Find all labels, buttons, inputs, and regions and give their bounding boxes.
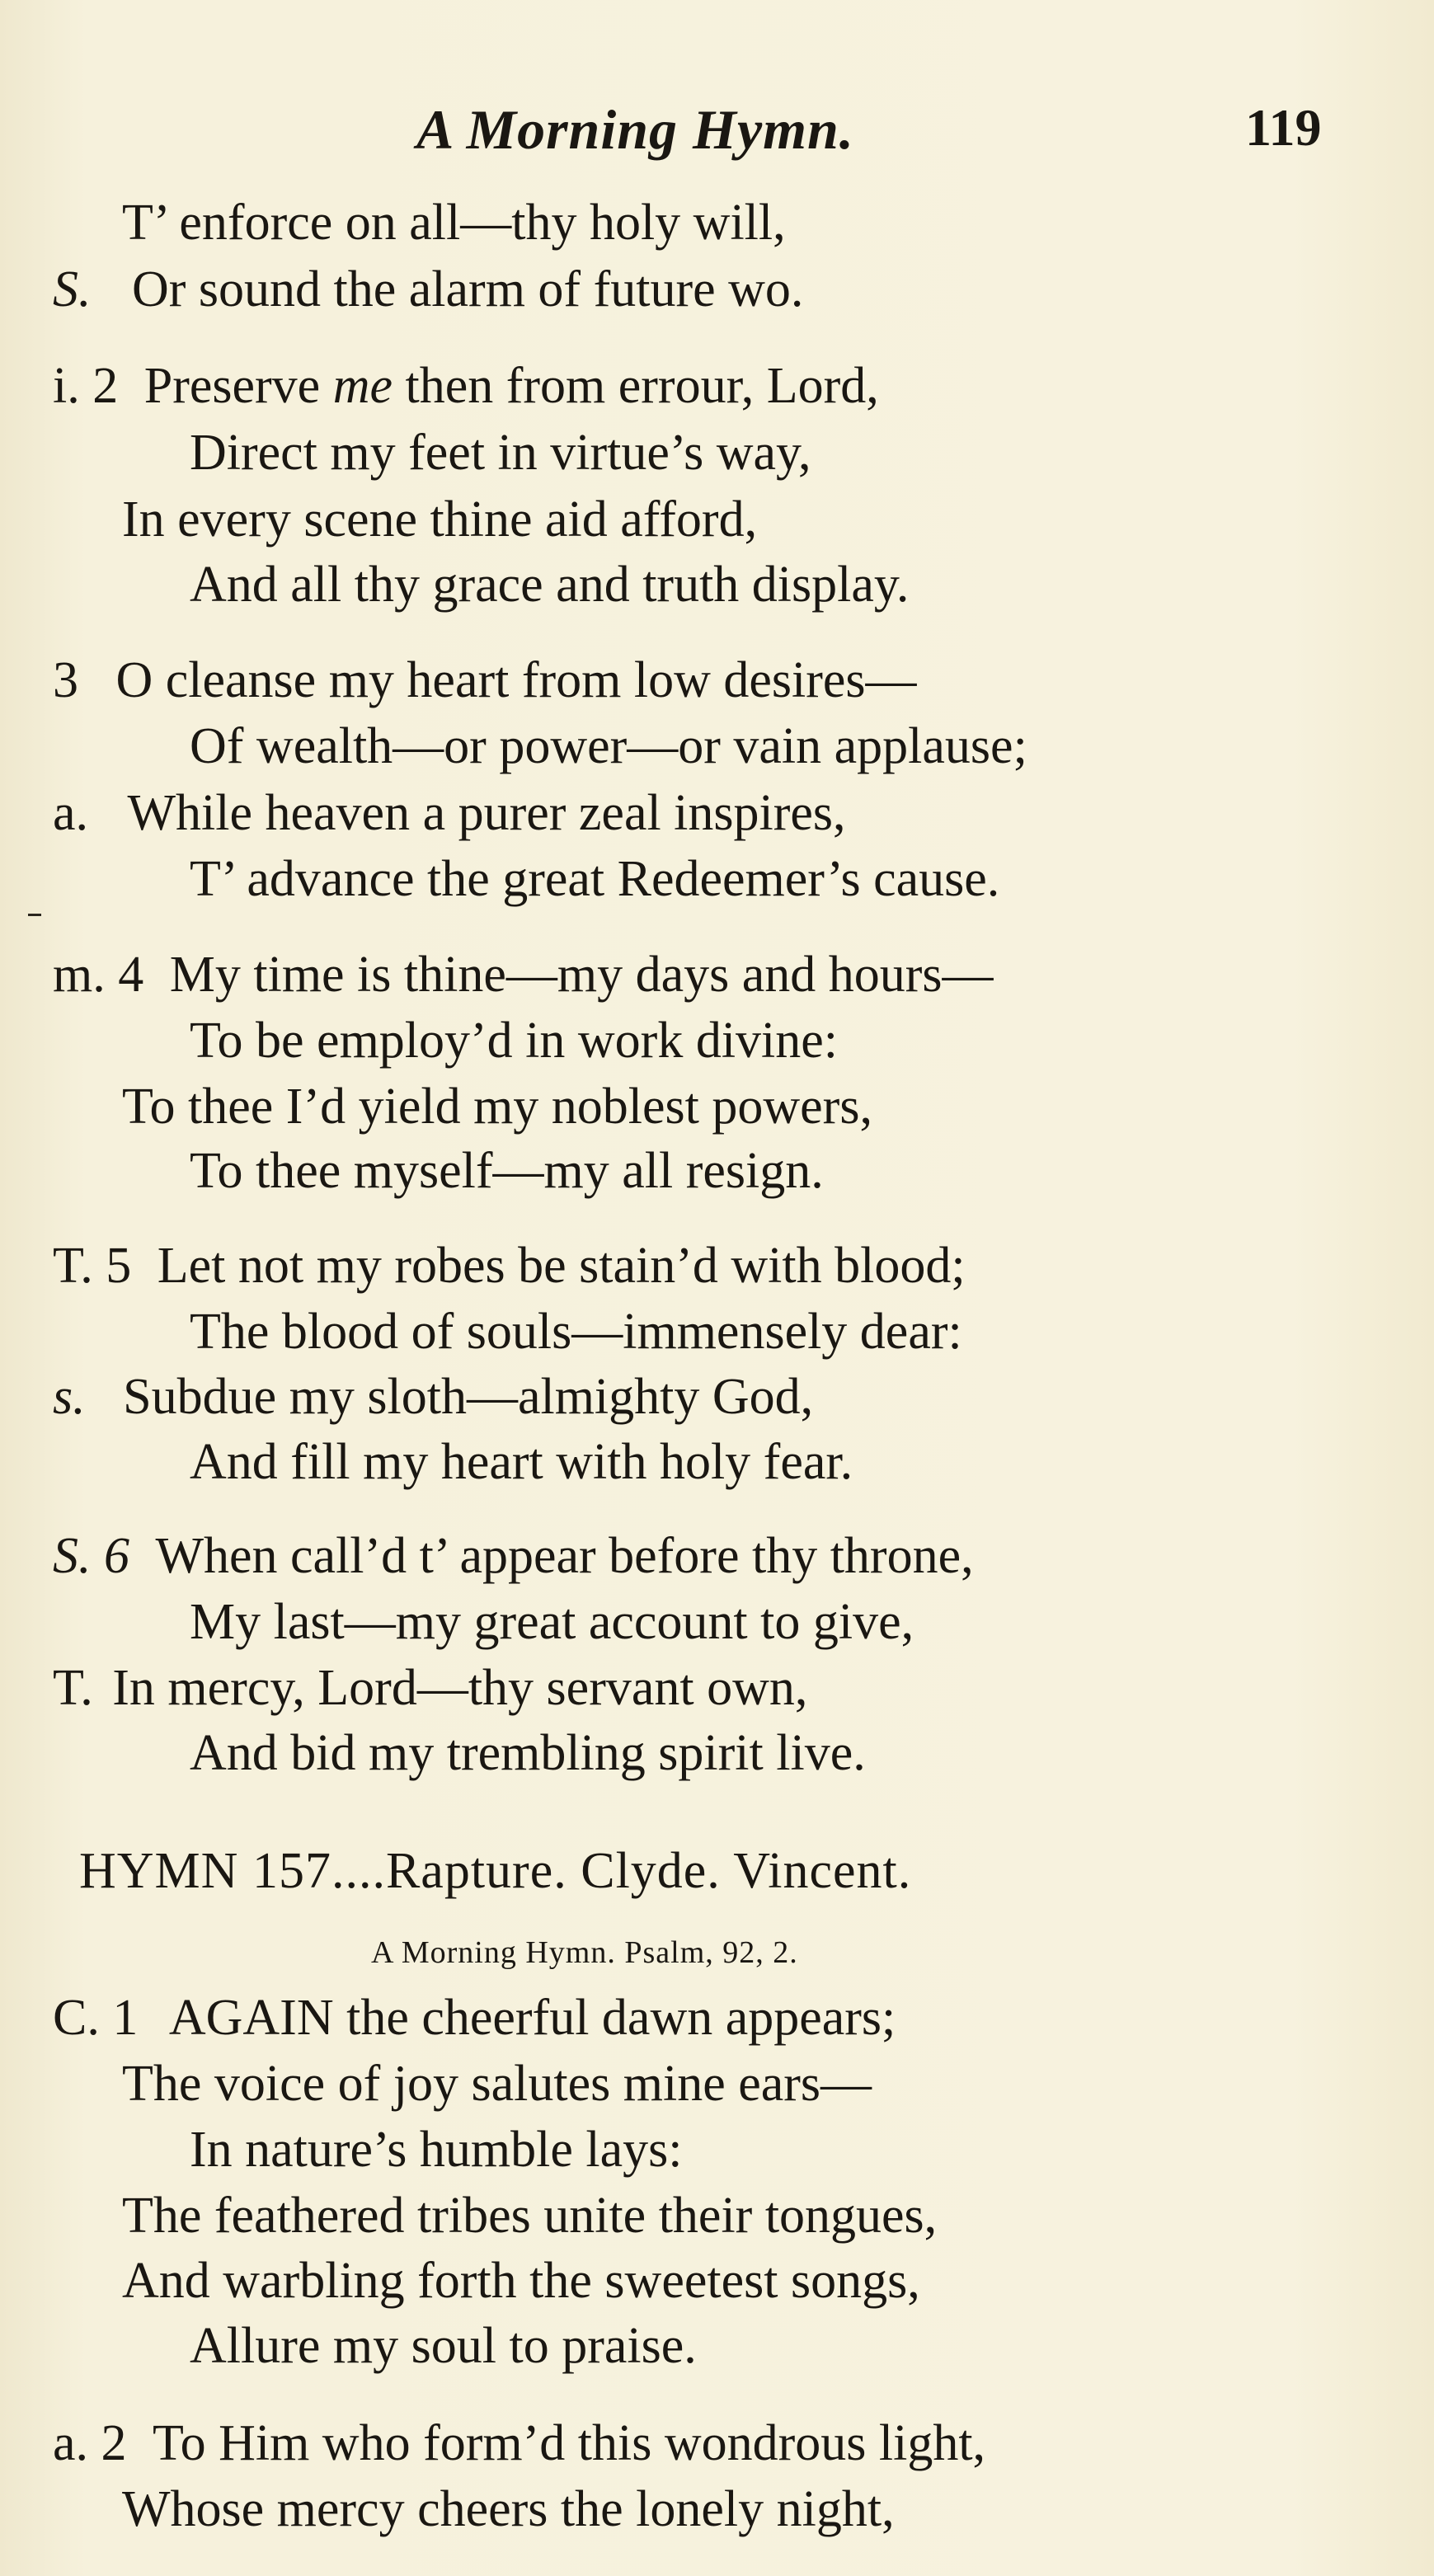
line-text: Subdue my sloth—almighty God, (123, 1369, 814, 1425)
verse-line (190, 1723, 866, 1784)
hymn-heading: HYMN 157....Rapture. Clyde. Vincent. (79, 1843, 912, 1899)
line-text: In nature’s humble lays: (190, 2122, 683, 2178)
verse-line (53, 1657, 807, 1718)
verse-line (190, 554, 909, 615)
dynamic-marker: s. (53, 1369, 86, 1425)
stanza-marker: S. 6 (53, 1528, 129, 1584)
line-text: Preserve me then from errour, Lord, (143, 358, 879, 414)
verse-line (122, 192, 786, 253)
line-text: My time is thine—my days and hours— (169, 947, 994, 1003)
verse-line (53, 783, 846, 844)
verse-line (190, 1140, 824, 1201)
stanza-marker: m. 4 (53, 947, 144, 1003)
emphasis-word: me (332, 358, 393, 414)
running-head (0, 97, 1434, 172)
stanza-marker: i. 2 (53, 358, 119, 414)
line-text: The blood of souls—immensely dear: (190, 1304, 962, 1360)
line-text: The voice of joy salutes mine ears— (122, 2056, 872, 2112)
line-text: T’ enforce on all—thy holy will, (122, 195, 786, 251)
verse-line (53, 1235, 966, 1296)
verse-line (190, 1301, 962, 1362)
verse-line (122, 2053, 872, 2114)
line-text: Or sound the alarm of future wo. (132, 261, 804, 317)
verse-line (190, 716, 1027, 777)
hymn-subheading: A Morning Hymn. Psalm, 92, 2. (371, 1935, 798, 1970)
verse-line (190, 848, 999, 910)
line-text: To be employ’d in work divine: (190, 1013, 839, 1069)
line-text: Of wealth—or power—or vain applause; (190, 718, 1027, 774)
verse-line (53, 355, 879, 416)
verse-line (122, 1076, 872, 1137)
line-text: Let not my robes be stain’d with blood; (157, 1238, 966, 1294)
line-text: Whose mercy cheers the lonely night, (122, 2481, 895, 2537)
dynamic-marker: a. (53, 785, 89, 841)
stanza-marker: T. 5 (53, 1238, 132, 1294)
verse-line (190, 1431, 853, 1492)
margin-dash (28, 914, 41, 916)
line-text: In mercy, Lord—thy servant own, (112, 1660, 808, 1716)
line-text: Direct my feet in virtue’s way, (190, 425, 811, 481)
line-text: To thee myself—my all resign. (190, 1143, 824, 1199)
line-text: T’ advance the great Redeemer’s cause. (190, 851, 1000, 907)
verse-line (190, 422, 811, 483)
stanza-marker: a. 2 (53, 2415, 127, 2471)
line-text: The feathered tribes unite their tongues, (122, 2188, 938, 2244)
line-text: In every scene thine aid afford, (122, 491, 758, 548)
dynamic-marker: T. (53, 1660, 93, 1716)
line-text: When call’d t’ appear before thy throne, (155, 1528, 974, 1584)
line-text: Allure my soul to praise. (190, 2318, 697, 2374)
verse-line (190, 1591, 914, 1652)
verse-line (53, 1987, 896, 2048)
line-text: And warbling forth the sweetest songs, (122, 2253, 920, 2309)
line-text: To Him who form’d this wondrous light, (153, 2415, 986, 2471)
verse-line (122, 2185, 937, 2246)
line-text: AGAIN the cheerful dawn appears; (168, 1990, 896, 2046)
verse-line (122, 489, 757, 550)
line-text: And all thy grace and truth display. (190, 557, 910, 613)
dynamic-marker: S. (53, 261, 92, 317)
verse-line (53, 650, 917, 711)
running-title: A Morning Hymn. (416, 98, 854, 161)
verse-line (190, 1010, 838, 1071)
line-text: And bid my trembling spirit live. (190, 1725, 866, 1781)
verse-line (53, 2413, 985, 2474)
verse-line (53, 1525, 974, 1586)
verse-line (190, 2315, 697, 2376)
stanza-marker: C. 1 (53, 1990, 139, 2046)
verse-line (122, 2479, 895, 2540)
verse-line (53, 1366, 813, 1427)
line-text: My last—my great account to give, (190, 1594, 914, 1650)
line-text: To thee I’d yield my noblest powers, (122, 1079, 872, 1135)
verse-line (53, 944, 994, 1005)
verse-line (53, 259, 803, 320)
page-number: 119 (1245, 98, 1322, 157)
verse-line (190, 2119, 682, 2180)
line-text: And fill my heart with holy fear. (190, 1434, 853, 1490)
line-text: O cleanse my heart from low desires— (115, 652, 917, 708)
verse-line (122, 2250, 920, 2311)
line-text: While heaven a purer zeal inspires, (127, 785, 846, 841)
stanza-marker: 3 (53, 652, 78, 708)
